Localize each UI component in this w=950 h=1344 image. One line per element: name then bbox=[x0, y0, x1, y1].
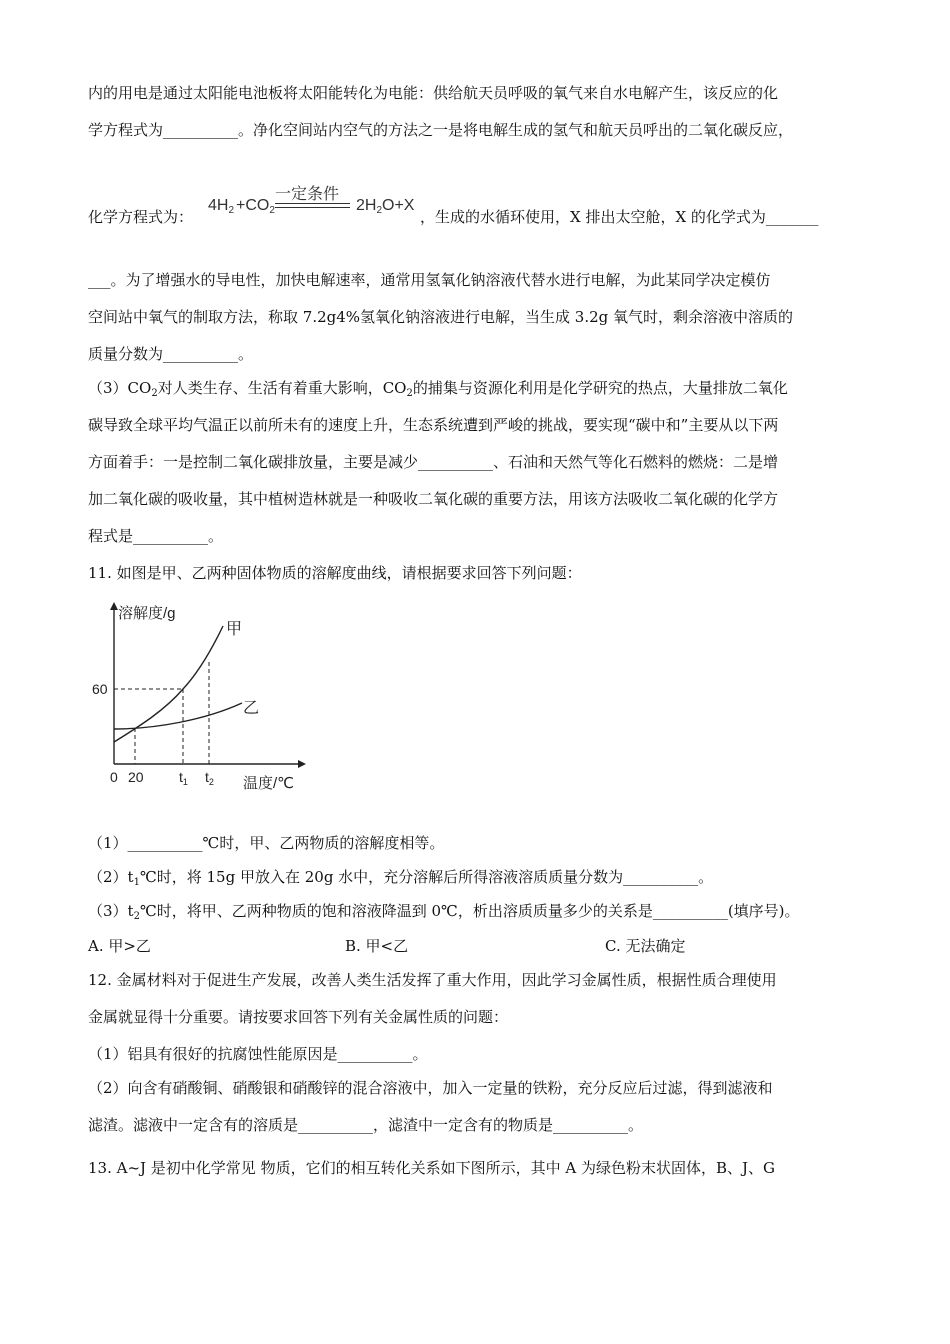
q11-option-a: A. 甲>乙 bbox=[88, 937, 151, 955]
q11-option-b: B. 甲<乙 bbox=[345, 937, 409, 955]
eq-condition: 一定条件 bbox=[275, 186, 340, 203]
q11-sub-3: $(3)t_2℃$时，将甲、乙两种物质的饱和溶液降温到 0℃，析出溶质质量多少的关系是__________(填序号)。 bbox=[88, 902, 800, 922]
eq-reactant-h2: $4H_2$ bbox=[208, 197, 235, 216]
x-axis-label: 温度/℃ bbox=[243, 775, 295, 792]
q11-option-c: C. 无法确定 bbox=[605, 937, 686, 955]
q11-sub-2: $(2)t_1℃$时，将 15g 甲放入在 20g 水中，充分溶解后所得溶液溶质质量分数为__________。 bbox=[88, 868, 714, 888]
tick-label-t1: $t_1$ bbox=[179, 769, 188, 787]
series-yi-label: 乙 bbox=[243, 700, 260, 717]
q13-line-1: 13. A~J 是初中化学常见 物质，它们的相互转化关系如下图所示，其中 A 为绿色粉末状固体，B、J、G bbox=[88, 1159, 775, 1177]
tick-label-60: 60 bbox=[92, 681, 108, 697]
tick-label-20: 20 bbox=[128, 769, 144, 785]
series-yi-curve bbox=[114, 703, 242, 729]
q10-line-6: 质量分数为__________。 bbox=[88, 345, 254, 363]
q10-part3-line-4: 加二氧化碳的吸收量，其中植树造林就是一种吸收二氧化碳的重要方法，用该方法吸收二氧化碳的化学方 bbox=[88, 490, 779, 508]
solubility-chart bbox=[92, 598, 315, 798]
q10-part3-line-3: 方面着手：一是控制二氧化碳排放量，主要是减少__________、石油和天然气等化石燃料的燃烧：二是增 bbox=[88, 453, 779, 471]
tick-label-0: 0 bbox=[110, 769, 118, 785]
x-axis-arrow bbox=[298, 760, 306, 768]
q10-line-3-suffix: ，生成的水循环使用，X 排出太空舱，X 的化学式为_______ bbox=[420, 208, 819, 226]
y-axis-arrow bbox=[110, 602, 118, 610]
q12-line-2: 金属就显得十分重要。请按要求回答下列有关金属性质的问题： bbox=[88, 1008, 509, 1026]
q10-line-1: 内的用电是通过太阳能电池板将太阳能转化为电能：供给航天员呼吸的氧气来自水电解产生，该反应的化 bbox=[88, 84, 779, 102]
q12-sub-2-line-2: 滤渣。滤液中一定含有的溶质是__________，滤渣中一定含有的物质是__________。 bbox=[88, 1116, 644, 1134]
tick-label-t2: $t_2$ bbox=[205, 769, 214, 787]
q11-sub-1: （1）__________℃时，甲、乙两物质的溶解度相等。 bbox=[88, 834, 445, 852]
series-jia-label: 甲 bbox=[226, 621, 243, 638]
q12-sub-1: （1）铝具有很好的抗腐蚀性能原因是__________。 bbox=[88, 1045, 428, 1063]
q10-part3-line-5: 程式是__________。 bbox=[88, 527, 224, 545]
q10-line-5: 空间站中氧气的制取方法，称取 7.2g4%氢氧化钠溶液进行电解，当生成 3.2g 氧气时，剩余溶液中溶质的 bbox=[88, 308, 794, 326]
q10-part3-line-2: 碳导致全球平均气温正以前所未有的速度上升，生态系统遭到严峻的挑战，要实现“碳中和”主要从以下两 bbox=[88, 416, 779, 434]
q12-sub-2-line-1: （2）向含有硝酸铜、硝酸银和硝酸锌的混合溶液中，加入一定量的铁粉，充分反应后过滤，得到滤液和 bbox=[88, 1079, 773, 1097]
y-axis-label: 溶解度/g bbox=[118, 605, 176, 622]
eq-product: $2H_2O+X$ bbox=[356, 197, 415, 216]
eq-arrow-line-bottom bbox=[275, 207, 350, 208]
q10-line-3-prefix: 化学方程式为： bbox=[88, 208, 194, 226]
eq-reactant-co2: $+CO_2$ bbox=[236, 197, 275, 216]
q12-line-1: 12. 金属材料对于促进生产发展，改善人类生活发挥了重大作用，因此学习金属性质，根据性质合理使用 bbox=[88, 971, 777, 989]
q10-line-2: 学方程式为__________。净化空间站内空气的方法之一是将电解生成的氢气和航天员呼出的二氧化碳反应， bbox=[88, 121, 794, 139]
q11-stem: 11. 如图是甲、乙两种固体物质的溶解度曲线，请根据要求回答下列问题： bbox=[88, 564, 582, 582]
q10-part3-line-1: $(3)CO_2$对人类生存、生活有着重大影响，$CO_2$的捕集与资源化利用是化学研究的热点，大量排放二氧化 bbox=[88, 379, 788, 399]
eq-arrow-line-top bbox=[275, 203, 350, 204]
q10-line-4: ___。为了增强水的导电性，加快电解速率，通常用氢氧化钠溶液代替水进行电解，为此某同学决定模仿 bbox=[88, 271, 771, 289]
